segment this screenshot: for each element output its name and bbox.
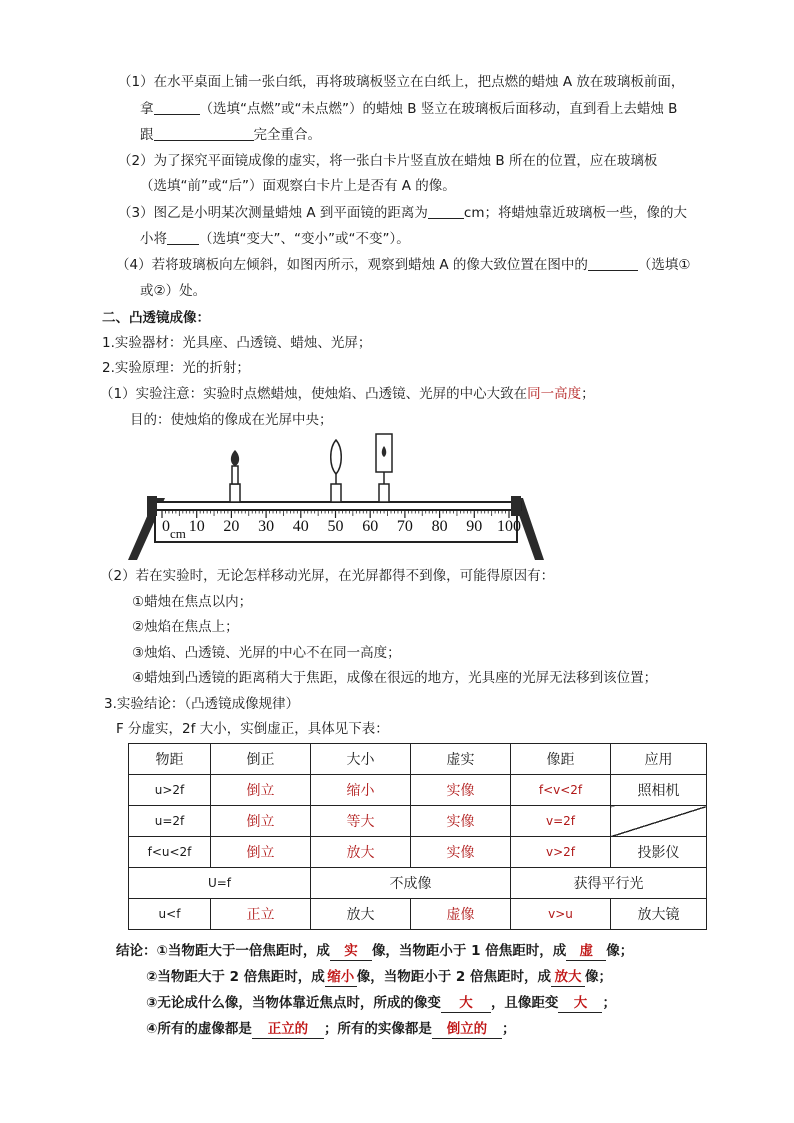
answer-blank[interactable] bbox=[154, 126, 254, 141]
answer-blank[interactable]: 大 bbox=[441, 994, 491, 1013]
answer-blank[interactable]: 正立的 bbox=[252, 1020, 324, 1039]
question-1-line-3 bbox=[140, 125, 321, 145]
table-cell: 实像 bbox=[411, 775, 511, 806]
note-highlight: 同一高度 bbox=[527, 386, 582, 402]
conclusion-heading: 3.实验结论：（凸透镜成像规律） bbox=[104, 696, 300, 712]
optical-bench-figure bbox=[125, 428, 545, 562]
note-line bbox=[100, 384, 595, 404]
flame-icon bbox=[231, 450, 239, 466]
tick-label: 100 bbox=[497, 518, 521, 535]
lens-imaging-table bbox=[128, 743, 707, 930]
table-header: 虚实 bbox=[411, 744, 511, 775]
q1-text-b: （选填“点燃”或“未点燃”）的蜡烛 B 竖立在玻璃板后面移动，直到看上去蜡烛 B bbox=[199, 101, 678, 117]
question-4-line-2: 或②）处。 bbox=[140, 283, 207, 299]
reason-3: ③烛焰、凸透镜、光屏的中心不在同一高度； bbox=[132, 645, 401, 661]
table-cell: 正立 bbox=[211, 899, 311, 930]
answer-blank[interactable]: 缩小 bbox=[325, 968, 357, 987]
q3-text-d: （选填“变大”、“变小”或“不变”）。 bbox=[199, 231, 410, 247]
table-cell: 缩小 bbox=[311, 775, 411, 806]
equipment-line: 1.实验器材：光具座、凸透镜、蜡烛、光屏； bbox=[102, 335, 372, 351]
question-2-line-1: （2）为了探究平面镜成像的虚实，将一张白卡片竖直放在蜡烛 B 所在的位置，应在玻璃板 bbox=[118, 153, 658, 169]
summary-text: ④所有的虚像都是 bbox=[146, 1021, 252, 1037]
q3-text-c: 小将 bbox=[140, 231, 167, 247]
table-cell: 投影仪 bbox=[611, 837, 707, 868]
summary-text: 像； bbox=[606, 943, 634, 959]
summary-text: 像； bbox=[585, 969, 613, 985]
summary-text: ； bbox=[602, 995, 616, 1011]
tick-label: 80 bbox=[431, 518, 448, 535]
purpose-line: 目的：使烛焰的像成在光屏中央； bbox=[130, 412, 333, 428]
table-cell: 等大 bbox=[311, 806, 411, 837]
summary-line-1 bbox=[116, 941, 633, 961]
candle bbox=[230, 450, 240, 502]
q1-text-d: 完全重合。 bbox=[253, 127, 321, 143]
tick-label: 10 bbox=[188, 518, 205, 535]
table-row bbox=[129, 899, 707, 930]
summary-line-3 bbox=[146, 993, 616, 1013]
table-cell: u>2f bbox=[129, 775, 211, 806]
q4-text-b: （选填① bbox=[637, 257, 691, 273]
table-row bbox=[129, 868, 707, 899]
table-cell: 放大 bbox=[311, 837, 411, 868]
answer-blank[interactable] bbox=[588, 256, 638, 271]
table-row bbox=[129, 837, 707, 868]
principle-line: 2.实验原理：光的折射； bbox=[102, 360, 250, 376]
answer-blank[interactable]: 倒立的 bbox=[432, 1020, 502, 1039]
table-row bbox=[129, 806, 707, 837]
answer-blank[interactable]: 放大 bbox=[551, 968, 585, 987]
table-header-row bbox=[129, 744, 707, 775]
note-end: ； bbox=[581, 386, 595, 402]
tick-label: 30 bbox=[258, 518, 275, 535]
q3-text-a: （3）图乙是小明某次测量蜡烛 A 到平面镜的距离为 bbox=[118, 205, 428, 221]
tick-label: 70 bbox=[396, 518, 413, 535]
table-cell: f<u<2f bbox=[129, 837, 211, 868]
q1-text-a: 拿 bbox=[140, 101, 154, 117]
summary-text: 像，当物距小于 2 倍焦距时，成 bbox=[356, 969, 552, 985]
conclusion-rule: F 分虚实，2f 大小，实倒虚正，具体见下表： bbox=[116, 721, 389, 737]
tick-label: 60 bbox=[362, 518, 379, 535]
summary-line-2 bbox=[146, 967, 612, 987]
summary-text: ③无论成什么像，当物体靠近焦点时，所成的像变 bbox=[146, 995, 441, 1011]
table-cell: 倒立 bbox=[211, 806, 311, 837]
table-cell: 不成像 bbox=[311, 868, 511, 899]
table-cell: u=2f bbox=[129, 806, 211, 837]
candle-body bbox=[232, 466, 238, 484]
table-cell: v>u bbox=[511, 899, 611, 930]
summary-text: ；所有的实像都是 bbox=[323, 1021, 432, 1037]
table-header: 大小 bbox=[311, 744, 411, 775]
tick-label: 50 bbox=[327, 518, 344, 535]
table-cell: u<f bbox=[129, 899, 211, 930]
tick-label: 20 bbox=[223, 518, 240, 535]
question-1-line-2 bbox=[140, 99, 677, 119]
question-4-line-1 bbox=[116, 255, 691, 275]
table-row bbox=[129, 775, 707, 806]
table-header: 物距 bbox=[129, 744, 211, 775]
lens-holder bbox=[331, 484, 341, 502]
table-cell: v=2f bbox=[511, 806, 611, 837]
summary-text: ②当物距大于 2 倍焦距时，成 bbox=[146, 969, 325, 985]
screen-holder bbox=[379, 484, 389, 502]
answer-blank[interactable] bbox=[167, 230, 199, 245]
reason-1: ①蜡烛在焦点以内； bbox=[132, 594, 253, 610]
light-screen bbox=[376, 434, 392, 502]
answer-blank[interactable]: 虚 bbox=[566, 942, 606, 961]
rail bbox=[151, 502, 521, 510]
answer-blank[interactable] bbox=[154, 100, 200, 115]
table-cell: U=f bbox=[129, 868, 311, 899]
table-cell: 实像 bbox=[411, 806, 511, 837]
tick-label: 40 bbox=[292, 518, 309, 535]
section-heading: 二、凸透镜成像： bbox=[102, 310, 210, 326]
diagonal-cell bbox=[611, 806, 707, 837]
table-cell: 实像 bbox=[411, 837, 511, 868]
table-cell: f<v<2f bbox=[511, 775, 611, 806]
summary-text: 像，当物距小于 1 倍焦距时，成 bbox=[371, 943, 567, 959]
table-cell: 获得平行光 bbox=[511, 868, 707, 899]
table-cell: 虚像 bbox=[411, 899, 511, 930]
tick-label: 90 bbox=[466, 518, 483, 535]
right-end-block bbox=[511, 496, 521, 516]
q4-text-a: （4）若将玻璃板向左倾斜，如图丙所示，观察到蜡烛 A 的像大致位置在图中的 bbox=[116, 257, 588, 273]
summary-text: ； bbox=[501, 1021, 516, 1037]
summary-label: 结论： bbox=[116, 943, 157, 959]
table-cell: 照相机 bbox=[611, 775, 707, 806]
unit-label: cm bbox=[170, 526, 186, 541]
q1-text-c: 跟 bbox=[140, 127, 154, 143]
question-2-line-2: （选填“前”或“后”）面观察白卡片上是否有 A 的像。 bbox=[140, 178, 456, 194]
question-3-line-1 bbox=[118, 203, 687, 223]
convex-lens bbox=[331, 440, 342, 502]
table-header: 倒正 bbox=[211, 744, 311, 775]
summary-text: ①当物距大于一倍焦距时，成 bbox=[156, 943, 330, 959]
reason-2: ②烛焰在焦点上； bbox=[132, 619, 239, 635]
question-3-line-2 bbox=[140, 229, 410, 249]
table-header: 应用 bbox=[611, 744, 707, 775]
reason-4: ④蜡烛到凸透镜的距离稍大于焦距，成像在很远的地方，光具座的光屏无法移到该位置； bbox=[132, 670, 658, 686]
table-cell: 放大镜 bbox=[611, 899, 707, 930]
note-text: （1）实验注意：实验时点燃蜡烛，使烛焰、凸透镜、光屏的中心大致在 bbox=[100, 386, 528, 402]
answer-blank[interactable]: 大 bbox=[558, 994, 602, 1013]
table-cell: 倒立 bbox=[211, 837, 311, 868]
tick-label: 0 bbox=[162, 518, 170, 535]
answer-blank[interactable]: 实 bbox=[330, 942, 372, 961]
candle-holder bbox=[230, 484, 240, 502]
question-1-line-1: （1）在水平桌面上铺一张白纸，再将玻璃板竖立在白纸上，把点燃的蜡烛 A 放在玻璃板前面， bbox=[118, 74, 685, 90]
table-cell: v>2f bbox=[511, 837, 611, 868]
left-end-block bbox=[147, 496, 157, 516]
table-cell: 放大 bbox=[311, 899, 411, 930]
answer-blank[interactable] bbox=[428, 204, 464, 219]
reasons-intro: （2）若在实验时，无论怎样移动光屏，在光屏都得不到像，可能得原因有： bbox=[100, 568, 555, 584]
lens-icon bbox=[331, 440, 342, 474]
table-header: 像距 bbox=[511, 744, 611, 775]
summary-line-4 bbox=[146, 1019, 515, 1039]
q3-text-b: cm；将蜡烛靠近玻璃板一些，像的大 bbox=[463, 205, 687, 221]
table-cell: 倒立 bbox=[211, 775, 311, 806]
summary-text: ，且像距变 bbox=[490, 995, 559, 1011]
